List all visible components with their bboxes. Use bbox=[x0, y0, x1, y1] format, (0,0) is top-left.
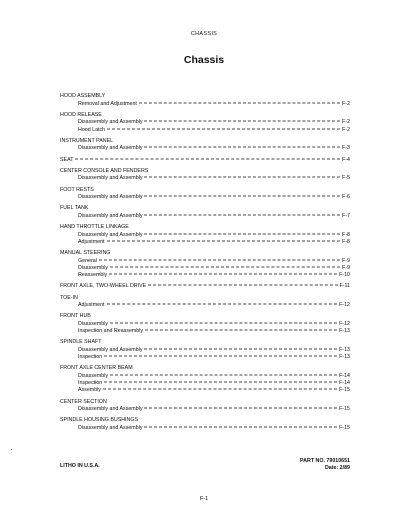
toc-section-heading bbox=[60, 157, 350, 164]
toc-entry bbox=[60, 232, 350, 239]
toc-entry-label: Disassembly and Assembly bbox=[78, 145, 143, 152]
scan-speck bbox=[11, 449, 12, 450]
toc-section bbox=[60, 399, 350, 414]
toc-section-title: FOOT RESTS bbox=[60, 186, 94, 193]
toc-section bbox=[60, 168, 350, 183]
toc-entry bbox=[60, 302, 350, 309]
toc-section-title: TOE-IN bbox=[60, 294, 78, 301]
toc-entry bbox=[60, 321, 350, 328]
dot-leader bbox=[145, 330, 337, 331]
dot-leader bbox=[144, 348, 337, 349]
toc-entry-label: Adjustment bbox=[78, 302, 105, 309]
toc-entry bbox=[60, 258, 350, 265]
toc-entry-label: Disassembly and Assembly bbox=[78, 175, 143, 182]
toc-entry-label: Disassembly bbox=[78, 372, 109, 379]
dot-leader bbox=[110, 374, 337, 375]
toc-entry bbox=[60, 347, 350, 354]
toc-section bbox=[60, 224, 350, 246]
toc-entry-label: Reassembly bbox=[78, 272, 108, 279]
toc-entry-label: Inspection bbox=[78, 380, 103, 387]
toc-section-title: FRONT HUB bbox=[60, 313, 91, 320]
litho-notice: LITHO IN U.S.A. bbox=[60, 463, 100, 469]
dot-leader bbox=[144, 214, 340, 215]
toc-entry-label: Disassembly and Assembly bbox=[78, 346, 143, 353]
toc-section bbox=[60, 205, 350, 220]
dot-leader bbox=[104, 356, 337, 357]
toc-section-title: SPINDLE HOUSING BUSHINGS bbox=[60, 417, 138, 424]
toc-page-ref: F-15 bbox=[339, 387, 350, 394]
toc-section-title: HAND THROTTLE LINKAGE bbox=[60, 224, 129, 231]
toc-entry bbox=[60, 328, 350, 335]
toc-section bbox=[60, 313, 350, 335]
toc-entry bbox=[60, 380, 350, 387]
toc-section bbox=[60, 112, 350, 134]
revision-date: Date: 2/89 bbox=[324, 465, 350, 471]
toc-section bbox=[60, 93, 350, 108]
toc-page-ref: F-2 bbox=[342, 119, 350, 126]
toc-section-title: FUEL TANK bbox=[60, 205, 89, 212]
dot-leader bbox=[99, 259, 340, 260]
toc-section bbox=[60, 339, 350, 361]
dot-leader bbox=[75, 158, 340, 159]
toc-entry bbox=[60, 425, 350, 432]
dot-leader bbox=[107, 128, 340, 129]
toc-entry-label: Inspection and Reassembly bbox=[78, 328, 144, 335]
toc-entry bbox=[60, 387, 350, 394]
toc-entry bbox=[60, 145, 350, 152]
toc-page-ref: F-8 bbox=[342, 231, 350, 238]
toc-section bbox=[60, 417, 350, 432]
dot-leader bbox=[103, 389, 337, 390]
toc-entry bbox=[60, 194, 350, 201]
toc-page-ref: F-15 bbox=[339, 424, 350, 431]
toc-entry bbox=[60, 373, 350, 380]
dot-leader bbox=[107, 304, 338, 305]
dot-leader bbox=[144, 121, 340, 122]
toc-entry-label: Inspection bbox=[78, 354, 103, 361]
toc-entry bbox=[60, 354, 350, 361]
toc-entry-label: Disassembly and Assembly bbox=[78, 194, 143, 201]
toc-page-ref: F-8 bbox=[342, 238, 350, 245]
toc-section bbox=[60, 295, 350, 310]
page-title: Chassis bbox=[183, 54, 225, 66]
page-number: F-1 bbox=[199, 496, 209, 502]
toc-page-ref: F-3 bbox=[342, 145, 350, 152]
toc-page-ref: F-11 bbox=[339, 283, 350, 290]
toc-entry-label: General bbox=[78, 257, 97, 264]
toc-entry-label: Disassembly and Assembly bbox=[78, 406, 143, 413]
dot-leader bbox=[110, 266, 340, 267]
dot-leader bbox=[104, 382, 337, 383]
toc-section-title: INSTRUMENT PANEL bbox=[60, 137, 114, 144]
toc-entry bbox=[60, 272, 350, 279]
toc-section bbox=[60, 283, 350, 290]
dot-leader bbox=[144, 196, 340, 197]
dot-leader bbox=[107, 240, 341, 241]
dot-leader bbox=[148, 285, 337, 286]
toc-page-ref: F-15 bbox=[339, 406, 350, 413]
toc-page-ref: F-14 bbox=[339, 380, 350, 387]
toc-page-ref: F-4 bbox=[342, 156, 350, 163]
toc-section-title: SEAT bbox=[60, 156, 74, 163]
toc-section bbox=[60, 365, 350, 394]
toc-entry bbox=[60, 265, 350, 272]
table-of-contents bbox=[60, 93, 350, 436]
toc-section bbox=[60, 157, 350, 164]
toc-entry-label: Hood Latch bbox=[78, 126, 106, 133]
toc-section-heading bbox=[60, 283, 350, 290]
toc-section bbox=[60, 138, 350, 153]
toc-entry-label: Disassembly and Assembly bbox=[78, 231, 143, 238]
toc-section bbox=[60, 250, 350, 279]
dot-leader bbox=[144, 177, 340, 178]
toc-section-title: MANUAL STEERING bbox=[60, 250, 111, 257]
toc-entry-label: Disassembly bbox=[78, 264, 109, 271]
toc-page-ref: F-13 bbox=[339, 346, 350, 353]
dot-leader bbox=[144, 408, 337, 409]
toc-page-ref: F-5 bbox=[342, 175, 350, 182]
part-info bbox=[300, 458, 350, 472]
dot-leader bbox=[144, 233, 340, 234]
dot-leader bbox=[110, 322, 337, 323]
toc-section-title: CENTER SECTION bbox=[60, 398, 107, 405]
toc-page-ref: F-13 bbox=[339, 354, 350, 361]
toc-section-title: FRONT AXLE CENTER BEAM bbox=[60, 365, 133, 372]
toc-entry-label: Adjustment bbox=[78, 238, 105, 245]
toc-page-ref: F-14 bbox=[339, 372, 350, 379]
toc-page-ref: F-6 bbox=[342, 194, 350, 201]
part-number: PART NO. 79010651 bbox=[300, 458, 350, 464]
toc-section-title: FRONT AXLE, TWO-WHEEL DRIVE bbox=[60, 283, 147, 290]
toc-page-ref: F-13 bbox=[339, 328, 350, 335]
dot-leader bbox=[144, 426, 337, 427]
toc-entry-label: Disassembly and Assembly bbox=[78, 119, 143, 126]
toc-entry bbox=[60, 213, 350, 220]
dot-leader bbox=[109, 274, 337, 275]
dot-leader bbox=[139, 102, 340, 103]
toc-entry bbox=[60, 127, 350, 134]
toc-entry bbox=[60, 175, 350, 182]
toc-entry-label: Removal and Adjustment bbox=[78, 100, 137, 107]
toc-entry-label: Disassembly and Assembly bbox=[78, 424, 143, 431]
toc-page-ref: F-12 bbox=[339, 320, 350, 327]
toc-entry bbox=[60, 119, 350, 126]
toc-entry-label: Assembly bbox=[78, 387, 101, 394]
toc-entry bbox=[60, 239, 350, 246]
toc-entry bbox=[60, 406, 350, 413]
toc-page-ref: F-12 bbox=[339, 302, 350, 309]
toc-section-title: SPINDLE SHAFT bbox=[60, 339, 102, 346]
toc-section bbox=[60, 187, 350, 202]
toc-page-ref: F-10 bbox=[339, 272, 350, 279]
toc-section-title: HOOD RELEASE bbox=[60, 111, 102, 118]
toc-section-title: CENTER CONSOLE AND FENDERS bbox=[60, 167, 149, 174]
toc-page-ref: F-9 bbox=[342, 257, 350, 264]
toc-page-ref: F-2 bbox=[342, 126, 350, 133]
running-header: CHASSIS bbox=[190, 31, 218, 37]
toc-entry-label: Disassembly and Assembly bbox=[78, 212, 143, 219]
toc-page-ref: F-9 bbox=[342, 264, 350, 271]
toc-entry bbox=[60, 101, 350, 108]
toc-page-ref: F-2 bbox=[342, 100, 350, 107]
toc-page-ref: F-7 bbox=[342, 212, 350, 219]
toc-section-title: HOOD ASSEMBLY bbox=[60, 93, 106, 99]
toc-entry-label: Disassembly bbox=[78, 320, 109, 327]
dot-leader bbox=[144, 147, 340, 148]
